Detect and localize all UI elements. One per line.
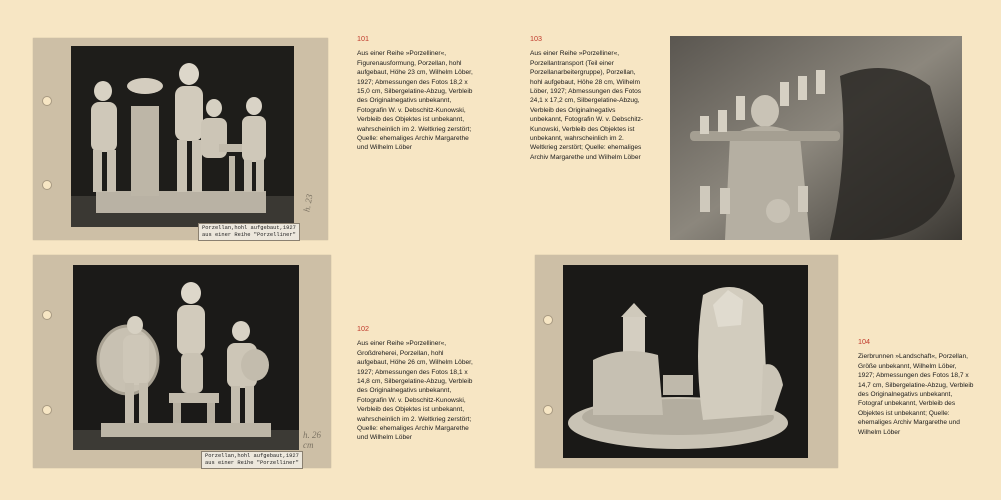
sculpture-image xyxy=(71,46,294,227)
caption-text: Zierbrunnen »Landschaft«, Porzellan, Größe unbekannt, Wilhelm Löber, 1927; Abmessungen des Fotos 18,7 x 14,7 cm, Silbergelatine-Abzug, Verbleib des Originalnegativs unbekannt, Fotograf unbekannt, Verbleib des Objektes ist unbekannt; Quelle: ehemaliges Archiv Margarethe und Wilhelm Löber xyxy=(858,353,974,436)
pencil-note-102: h. 26 cm xyxy=(303,430,321,450)
caption-number: 101 xyxy=(357,34,369,43)
photo-card-101 xyxy=(33,38,328,240)
photo-porzellantransport xyxy=(670,36,962,240)
caption-103 xyxy=(530,34,648,162)
punch-hole xyxy=(42,310,52,320)
pencil-note-101: h. 23 xyxy=(301,193,315,213)
photo-label-101 xyxy=(198,223,300,241)
photo-figurenausformung xyxy=(71,46,294,227)
label-line-2: aus einer Reihe "Porzelliner" xyxy=(205,460,299,466)
caption-text: Aus einer Reihe »Porzelliner«, Figurenausformung, Porzellan, hohl aufgebaut, Höhe 23 cm, Wilhelm Löber, 1927; Abmessungen des Fotos 18,2 x 15,0 cm, Silbergelatine-Abzug, Verbleib des Originalnegativs unbekannt, Fotografin W. v. Debschitz-Kunowski, Verbleib des Objektes ist unbekannt, wahrscheinlich im 2. Weltkrieg zerstört; Quelle: ehemaliges Archiv Margarethe und Wilhelm Löber xyxy=(357,50,473,152)
punch-hole xyxy=(42,405,52,415)
punch-hole xyxy=(42,96,52,106)
caption-101 xyxy=(357,34,475,153)
photo-label-102 xyxy=(201,451,303,469)
photo-card-102 xyxy=(33,255,331,468)
sculpture-image xyxy=(670,36,962,240)
sculpture-image xyxy=(73,265,299,450)
photo-card-104 xyxy=(535,255,838,468)
caption-104 xyxy=(858,337,974,437)
label-line-2: aus einer Reihe "Porzelliner" xyxy=(202,232,296,238)
sculpture-image xyxy=(563,265,808,458)
caption-text: Aus einer Reihe »Porzelliner«, Großdreherei, Porzellan, hohl aufgebaut, Höhe 26 cm, Wilhelm Löber, 1927; Abmessungen des Fotos 18,1 x 14,8 cm, Silbergelatine-Abzug, Verbleib des Originalnegativs unbekannt, Fotografin W. v. Debschitz-Kunowski, Verbleib des Objektes ist unbekannt, wahrscheinlich im 2. Weltkrieg zerstört; Quelle: ehemaliges Archiv Margarethe und Wilhelm Löber xyxy=(357,340,473,442)
label-line-1: Porzellan,hohl aufgebaut,1927 xyxy=(202,225,296,231)
punch-hole xyxy=(543,405,553,415)
punch-hole xyxy=(42,180,52,190)
caption-number: 102 xyxy=(357,324,369,333)
caption-102 xyxy=(357,324,475,443)
caption-text: Aus einer Reihe »Porzelliner«, Porzellantransport (Teil einer Porzellanarbeitergruppe), Porzellan, hohl aufgebaut, Höhe 28 cm, Wilhelm Löber, 1927; Abmessungen des Fotos 24,1 x 17,2 cm, Silbergelatine-Abzug, Verbleib des Originalnegativs unbekannt, Fotografin W. v. Debschitz-Kunowski, Verbleib des Objektes ist unbekannt, wahrscheinlich im 2. Weltkrieg zerstört; Quelle: ehemaliges Archiv Margarethe und Wilhelm Löber xyxy=(530,50,644,161)
punch-hole xyxy=(543,315,553,325)
label-line-1: Porzellan,hohl aufgebaut,1927 xyxy=(205,453,299,459)
photo-grossdreherei xyxy=(73,265,299,450)
caption-number: 104 xyxy=(858,337,870,346)
photo-zierbrunnen xyxy=(563,265,808,458)
caption-number: 103 xyxy=(530,34,542,43)
